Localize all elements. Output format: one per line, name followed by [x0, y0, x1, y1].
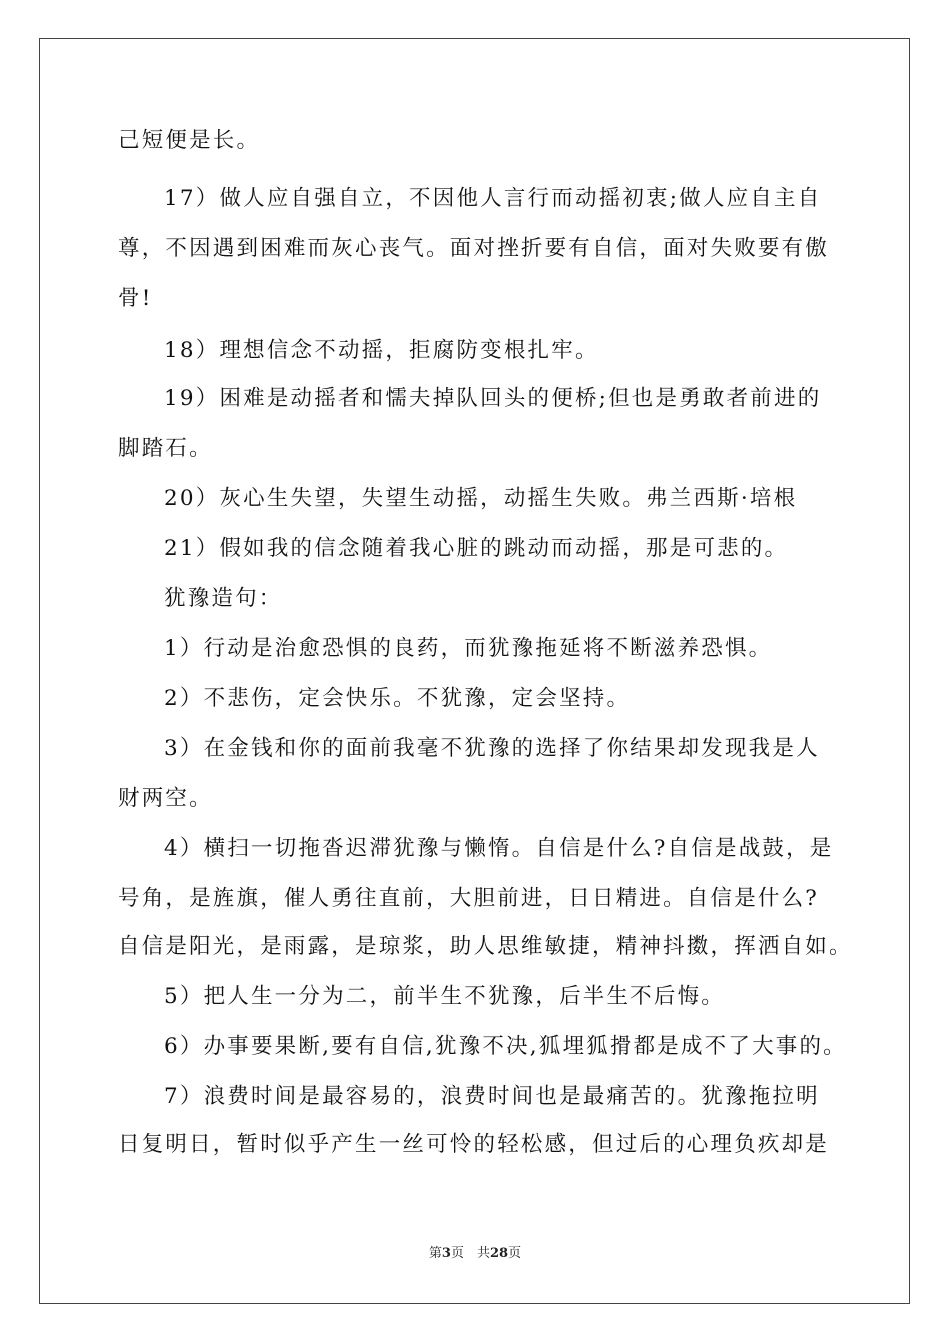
footer-suffix: 页: [508, 1246, 522, 1261]
text-line: 1）行动是治愈恐惧的良药，而犹豫拖延将不断滋养恐惧。: [164, 636, 773, 661]
text-line: 财两空。: [118, 786, 213, 811]
text-line: 2）不悲伤，定会快乐。不犹豫，定会坚持。: [164, 686, 631, 711]
text-line: 3）在金钱和你的面前我毫不犹豫的选择了你结果却发现我是人: [164, 736, 820, 761]
text-line: 17）做人应自强自立，不因他人言行而动摇初衷;做人应自主自: [164, 186, 822, 211]
text-line: 6）办事要果断,要有自信,犹豫不决,狐埋狐搰都是成不了大事的。: [164, 1034, 847, 1059]
total-pages-number: 28: [489, 1246, 509, 1261]
text-line: 己短便是长。: [118, 128, 261, 153]
text-line: 自信是阳光，是雨露，是琼浆，助人思维敏捷，精神抖擞，挥洒自如。: [118, 934, 853, 959]
text-line: 19）困难是动摇者和懦夫掉队回头的便桥;但也是勇敢者前进的: [164, 386, 822, 411]
footer-prefix: 第: [428, 1246, 442, 1261]
text-line: 7）浪费时间是最容易的，浪费时间也是最痛苦的。犹豫拖拉明: [164, 1084, 820, 1109]
text-line: 21）假如我的信念随着我心脏的跳动而动摇，那是可悲的。: [164, 536, 789, 561]
section-heading: 犹豫造句：: [164, 586, 283, 611]
text-line: 尊，不因遇到困难而灰心丧气。面对挫折要有自信，面对失败要有傲: [118, 236, 830, 261]
page-footer: [0, 1245, 950, 1263]
text-line: 号角，是旌旗，催人勇往直前，大胆前进，日日精进。自信是什么?: [118, 886, 820, 911]
text-line: 20）灰心生失望，失望生动摇，动摇生失败。弗兰西斯·培根: [164, 486, 798, 511]
page-border: [39, 38, 910, 1304]
text-line: 日复明日，暂时似乎产生一丝可怜的轻松感，但过后的心理负疚却是: [118, 1132, 830, 1157]
text-line: 5）把人生一分为二，前半生不犹豫，后半生不后悔。: [164, 984, 725, 1009]
text-line: 脚踏石。: [118, 436, 213, 461]
text-line: 18）理想信念不动摇，拒腐防变根扎牢。: [164, 338, 599, 363]
current-page-number: 3: [441, 1246, 451, 1261]
footer-mid: 页 共: [450, 1246, 490, 1261]
text-line: 4）横扫一切拖沓迟滞犹豫与懒惰。自信是什么?自信是战鼓，是: [164, 836, 834, 861]
text-line: 骨!: [118, 286, 153, 311]
